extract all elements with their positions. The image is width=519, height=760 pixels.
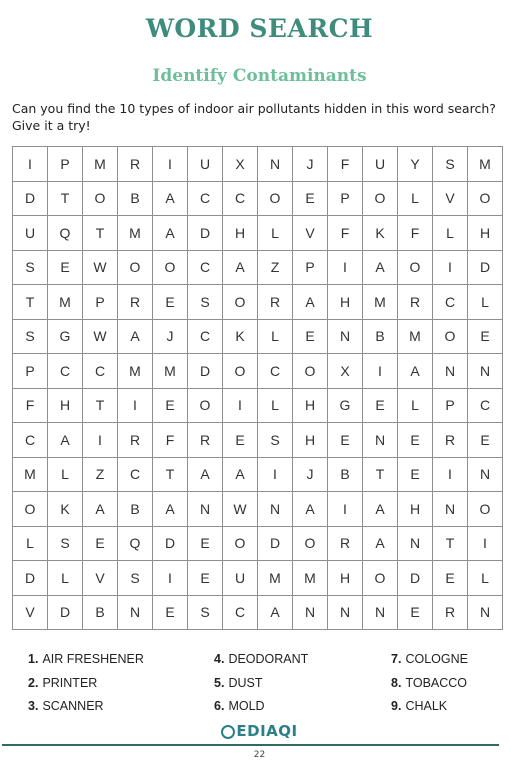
grid-cell[interactable]: S — [433, 147, 468, 182]
grid-cell[interactable]: E — [48, 250, 83, 285]
grid-cell[interactable]: O — [433, 319, 468, 354]
grid-cell[interactable]: O — [223, 354, 258, 389]
grid-row — [13, 216, 503, 251]
grid-cell[interactable]: N — [328, 595, 363, 630]
page-number: 22 — [253, 750, 266, 760]
grid-cell[interactable]: E — [468, 319, 503, 354]
grid-cell[interactable]: L — [48, 561, 83, 596]
grid-cell[interactable]: P — [433, 388, 468, 423]
grid-cell[interactable]: J — [293, 457, 328, 492]
grid-cell[interactable]: E — [153, 388, 188, 423]
grid-cell[interactable]: A — [223, 457, 258, 492]
grid-cell[interactable]: K — [223, 319, 258, 354]
grid-cell[interactable]: E — [153, 595, 188, 630]
grid-cell[interactable]: H — [223, 216, 258, 251]
grid-row — [13, 354, 503, 389]
grid-cell[interactable]: D — [188, 216, 223, 251]
grid-cell[interactable]: L — [398, 181, 433, 216]
grid-cell[interactable]: A — [188, 457, 223, 492]
grid-cell[interactable]: C — [188, 250, 223, 285]
grid-cell[interactable]: P — [83, 285, 118, 320]
grid-cell[interactable]: L — [258, 388, 293, 423]
word-label: DEODORANT — [228, 652, 309, 666]
grid-cell[interactable]: U — [363, 147, 398, 182]
grid-cell[interactable]: N — [433, 492, 468, 527]
grid-cell[interactable]: D — [398, 561, 433, 596]
grid-cell[interactable]: C — [188, 319, 223, 354]
grid-cell[interactable]: R — [328, 526, 363, 561]
grid-cell[interactable]: M — [13, 457, 48, 492]
word-item — [28, 699, 104, 713]
grid-cell[interactable]: O — [468, 181, 503, 216]
grid-cell[interactable]: D — [258, 526, 293, 561]
grid-cell[interactable]: C — [188, 181, 223, 216]
grid-cell[interactable]: A — [363, 492, 398, 527]
grid-cell[interactable]: V — [433, 181, 468, 216]
grid-cell[interactable]: S — [118, 561, 153, 596]
word-search-grid — [12, 146, 503, 630]
grid-cell[interactable]: O — [468, 492, 503, 527]
page-title: WORD SEARCH — [145, 14, 374, 43]
grid-cell[interactable]: I — [363, 354, 398, 389]
grid-cell[interactable]: A — [153, 492, 188, 527]
grid-cell[interactable]: I — [433, 457, 468, 492]
grid-cell[interactable]: L — [468, 561, 503, 596]
grid-cell[interactable]: S — [13, 319, 48, 354]
instructions-text: Can you find the 10 types of indoor air pollutants hidden in this word search? Give it a try! — [12, 101, 496, 133]
grid-cell[interactable]: X — [223, 147, 258, 182]
grid-cell[interactable]: O — [258, 181, 293, 216]
grid-cell[interactable]: E — [398, 595, 433, 630]
grid-cell[interactable]: E — [188, 561, 223, 596]
grid-cell[interactable]: L — [48, 457, 83, 492]
word-label: DUST — [228, 676, 263, 690]
word-item — [28, 652, 144, 666]
grid-cell[interactable]: U — [13, 216, 48, 251]
grid-cell[interactable]: H — [468, 216, 503, 251]
word-label: CHALK — [405, 699, 448, 713]
grid-row — [13, 526, 503, 561]
grid-cell[interactable]: O — [363, 561, 398, 596]
grid-cell[interactable]: M — [83, 147, 118, 182]
grid-cell[interactable]: E — [398, 457, 433, 492]
grid-cell[interactable]: A — [398, 354, 433, 389]
grid-cell[interactable]: D — [468, 250, 503, 285]
grid-cell[interactable]: N — [293, 595, 328, 630]
grid-cell[interactable]: L — [13, 526, 48, 561]
grid-cell[interactable]: C — [48, 354, 83, 389]
grid-cell[interactable]: Z — [83, 457, 118, 492]
grid-cell[interactable]: N — [118, 595, 153, 630]
grid-cell[interactable]: F — [13, 388, 48, 423]
page-subtitle: Identify Contaminants — [152, 66, 367, 86]
grid-cell[interactable]: D — [13, 181, 48, 216]
grid-cell[interactable]: E — [363, 388, 398, 423]
grid-cell[interactable]: Q — [48, 216, 83, 251]
grid-cell[interactable]: H — [48, 388, 83, 423]
grid-cell[interactable]: M — [468, 147, 503, 182]
grid-cell[interactable]: C — [13, 423, 48, 458]
grid-row — [13, 250, 503, 285]
grid-cell[interactable]: B — [328, 457, 363, 492]
grid-cell[interactable]: O — [363, 181, 398, 216]
grid-cell[interactable]: I — [118, 388, 153, 423]
grid-cell[interactable]: I — [328, 250, 363, 285]
grid-cell[interactable]: N — [433, 354, 468, 389]
grid-cell[interactable]: U — [223, 561, 258, 596]
grid-cell[interactable]: S — [188, 285, 223, 320]
grid-cell[interactable]: A — [293, 492, 328, 527]
grid-cell[interactable]: B — [83, 595, 118, 630]
word-label: COLOGNE — [405, 652, 468, 666]
grid-cell[interactable]: H — [328, 285, 363, 320]
grid-cell[interactable]: S — [13, 250, 48, 285]
grid-cell[interactable]: V — [83, 561, 118, 596]
logo-text: EDIAQI — [236, 722, 298, 740]
logo-mark-icon — [221, 725, 235, 739]
grid-cell[interactable]: A — [258, 595, 293, 630]
grid-body — [13, 147, 503, 630]
grid-cell[interactable]: L — [398, 388, 433, 423]
grid-cell[interactable]: C — [468, 388, 503, 423]
grid-cell[interactable]: C — [433, 285, 468, 320]
grid-cell[interactable]: L — [433, 216, 468, 251]
grid-cell[interactable]: T — [153, 457, 188, 492]
grid-cell[interactable]: R — [118, 147, 153, 182]
grid-cell[interactable]: O — [223, 285, 258, 320]
grid-cell[interactable]: R — [433, 423, 468, 458]
grid-cell[interactable]: O — [293, 354, 328, 389]
grid-cell[interactable]: C — [83, 354, 118, 389]
grid-cell[interactable]: F — [328, 147, 363, 182]
word-item — [28, 676, 97, 690]
grid-cell[interactable]: D — [48, 595, 83, 630]
grid-cell[interactable]: E — [188, 526, 223, 561]
word-label: SCANNER — [42, 699, 104, 713]
grid-cell[interactable]: I — [223, 388, 258, 423]
grid-cell[interactable]: N — [468, 354, 503, 389]
grid-cell[interactable]: O — [13, 492, 48, 527]
word-label: AIR FRESHENER — [42, 652, 144, 666]
grid-cell[interactable]: U — [188, 147, 223, 182]
grid-cell[interactable]: I — [13, 147, 48, 182]
grid-cell[interactable]: C — [118, 457, 153, 492]
grid-cell[interactable]: F — [153, 423, 188, 458]
grid-cell[interactable]: A — [153, 181, 188, 216]
grid-cell[interactable]: Y — [398, 147, 433, 182]
grid-cell[interactable]: I — [83, 423, 118, 458]
grid-cell[interactable]: I — [468, 526, 503, 561]
grid-cell[interactable]: A — [118, 319, 153, 354]
grid-cell[interactable]: I — [328, 492, 363, 527]
word-item — [214, 699, 265, 713]
footer-divider — [2, 744, 499, 746]
grid-cell[interactable]: E — [153, 285, 188, 320]
word-number: 9. — [391, 699, 402, 713]
grid-cell[interactable]: H — [293, 388, 328, 423]
grid-cell[interactable]: N — [468, 595, 503, 630]
grid-cell[interactable]: E — [293, 319, 328, 354]
word-number: 5. — [214, 676, 225, 690]
grid-cell[interactable]: S — [48, 526, 83, 561]
grid-cell[interactable]: L — [468, 285, 503, 320]
grid-cell[interactable]: H — [398, 492, 433, 527]
grid-row — [13, 423, 503, 458]
grid-cell[interactable]: Q — [118, 526, 153, 561]
word-label: PRINTER — [42, 676, 98, 690]
grid-cell[interactable]: O — [223, 526, 258, 561]
grid-cell[interactable]: E — [83, 526, 118, 561]
word-number: 3. — [28, 699, 39, 713]
grid-cell[interactable]: M — [118, 216, 153, 251]
grid-row — [13, 492, 503, 527]
grid-cell[interactable]: E — [433, 561, 468, 596]
grid-cell[interactable]: T — [433, 526, 468, 561]
grid-cell[interactable]: K — [363, 216, 398, 251]
grid-cell[interactable]: N — [363, 423, 398, 458]
grid-row — [13, 285, 503, 320]
grid-cell[interactable]: N — [398, 526, 433, 561]
grid-cell[interactable]: N — [258, 147, 293, 182]
word-item — [214, 652, 308, 666]
word-number: 2. — [28, 676, 39, 690]
grid-cell[interactable]: A — [363, 250, 398, 285]
grid-cell[interactable]: I — [258, 457, 293, 492]
grid-cell[interactable]: R — [188, 423, 223, 458]
grid-cell[interactable]: T — [83, 216, 118, 251]
grid-cell[interactable]: V — [293, 216, 328, 251]
grid-cell[interactable]: C — [258, 354, 293, 389]
grid-cell[interactable]: N — [258, 492, 293, 527]
grid-row — [13, 595, 503, 630]
grid-cell[interactable]: H — [328, 561, 363, 596]
grid-cell[interactable]: F — [328, 216, 363, 251]
grid-cell[interactable]: W — [83, 250, 118, 285]
word-item — [214, 676, 262, 690]
grid-cell[interactable]: J — [293, 147, 328, 182]
grid-cell[interactable]: M — [258, 561, 293, 596]
grid-cell[interactable]: A — [293, 285, 328, 320]
grid-cell[interactable]: D — [153, 526, 188, 561]
grid-cell[interactable]: O — [188, 388, 223, 423]
grid-row — [13, 147, 503, 182]
grid-cell[interactable]: X — [328, 354, 363, 389]
grid-cell[interactable]: A — [223, 250, 258, 285]
grid-cell[interactable]: L — [258, 216, 293, 251]
grid-row — [13, 457, 503, 492]
grid-cell[interactable]: P — [293, 250, 328, 285]
grid-row — [13, 388, 503, 423]
grid-cell[interactable]: G — [328, 388, 363, 423]
grid-cell[interactable]: O — [293, 526, 328, 561]
grid-cell[interactable]: L — [258, 319, 293, 354]
grid-cell[interactable]: O — [153, 250, 188, 285]
grid-cell[interactable]: R — [258, 285, 293, 320]
grid-cell[interactable]: M — [118, 354, 153, 389]
grid-cell[interactable]: E — [293, 181, 328, 216]
grid-cell[interactable]: P — [48, 147, 83, 182]
grid-cell[interactable]: E — [223, 423, 258, 458]
grid-cell[interactable]: C — [223, 595, 258, 630]
grid-cell[interactable]: R — [118, 423, 153, 458]
word-number: 4. — [214, 652, 225, 666]
grid-cell[interactable]: T — [363, 457, 398, 492]
grid-cell[interactable]: M — [153, 354, 188, 389]
grid-cell[interactable]: A — [83, 492, 118, 527]
grid-cell[interactable]: E — [328, 423, 363, 458]
grid-cell[interactable]: M — [363, 285, 398, 320]
grid-cell[interactable]: S — [188, 595, 223, 630]
grid-cell[interactable]: I — [153, 561, 188, 596]
grid-cell[interactable]: W — [223, 492, 258, 527]
grid-cell[interactable]: A — [153, 216, 188, 251]
grid-cell[interactable]: E — [398, 423, 433, 458]
grid-cell[interactable]: Z — [258, 250, 293, 285]
grid-cell[interactable]: R — [433, 595, 468, 630]
word-label: TOBACCO — [405, 676, 468, 690]
grid-cell[interactable]: P — [328, 181, 363, 216]
grid-cell[interactable]: N — [468, 457, 503, 492]
grid-cell[interactable]: F — [398, 216, 433, 251]
grid-cell[interactable]: R — [398, 285, 433, 320]
word-number: 1. — [28, 652, 39, 666]
grid-cell[interactable]: C — [223, 181, 258, 216]
grid-cell[interactable]: A — [48, 423, 83, 458]
grid-cell[interactable]: B — [363, 319, 398, 354]
grid-row — [13, 181, 503, 216]
grid-cell[interactable]: O — [83, 181, 118, 216]
grid-cell[interactable]: O — [118, 250, 153, 285]
grid-cell[interactable]: V — [13, 595, 48, 630]
word-number: 7. — [391, 652, 402, 666]
grid-cell[interactable]: M — [293, 561, 328, 596]
grid-cell[interactable]: T — [13, 285, 48, 320]
grid-cell[interactable]: O — [398, 250, 433, 285]
grid-cell[interactable]: N — [328, 319, 363, 354]
grid-cell[interactable]: B — [118, 492, 153, 527]
word-item — [391, 676, 467, 690]
grid-cell[interactable]: I — [153, 147, 188, 182]
grid-cell[interactable]: H — [293, 423, 328, 458]
grid-cell[interactable]: M — [398, 319, 433, 354]
grid-cell[interactable]: D — [13, 561, 48, 596]
grid-cell[interactable]: D — [188, 354, 223, 389]
word-number: 8. — [391, 676, 402, 690]
grid-cell[interactable]: T — [83, 388, 118, 423]
grid-cell[interactable]: R — [118, 285, 153, 320]
word-item — [391, 699, 447, 713]
grid-cell[interactable]: W — [83, 319, 118, 354]
grid-cell[interactable]: T — [48, 181, 83, 216]
grid-cell[interactable]: J — [153, 319, 188, 354]
grid-cell[interactable]: S — [258, 423, 293, 458]
grid-cell[interactable]: N — [188, 492, 223, 527]
grid-cell[interactable]: G — [48, 319, 83, 354]
grid-cell[interactable]: I — [433, 250, 468, 285]
grid-row — [13, 561, 503, 596]
grid-cell[interactable]: K — [48, 492, 83, 527]
grid-cell[interactable]: M — [48, 285, 83, 320]
word-number: 6. — [214, 699, 225, 713]
word-item — [391, 652, 468, 666]
grid-cell[interactable]: N — [363, 595, 398, 630]
grid-cell[interactable]: P — [13, 354, 48, 389]
grid-row — [13, 319, 503, 354]
grid-cell[interactable]: A — [363, 526, 398, 561]
grid-cell[interactable]: E — [468, 423, 503, 458]
word-list — [28, 652, 498, 720]
word-label: MOLD — [228, 699, 265, 713]
grid-cell[interactable]: B — [118, 181, 153, 216]
ediaqi-logo — [0, 722, 519, 740]
